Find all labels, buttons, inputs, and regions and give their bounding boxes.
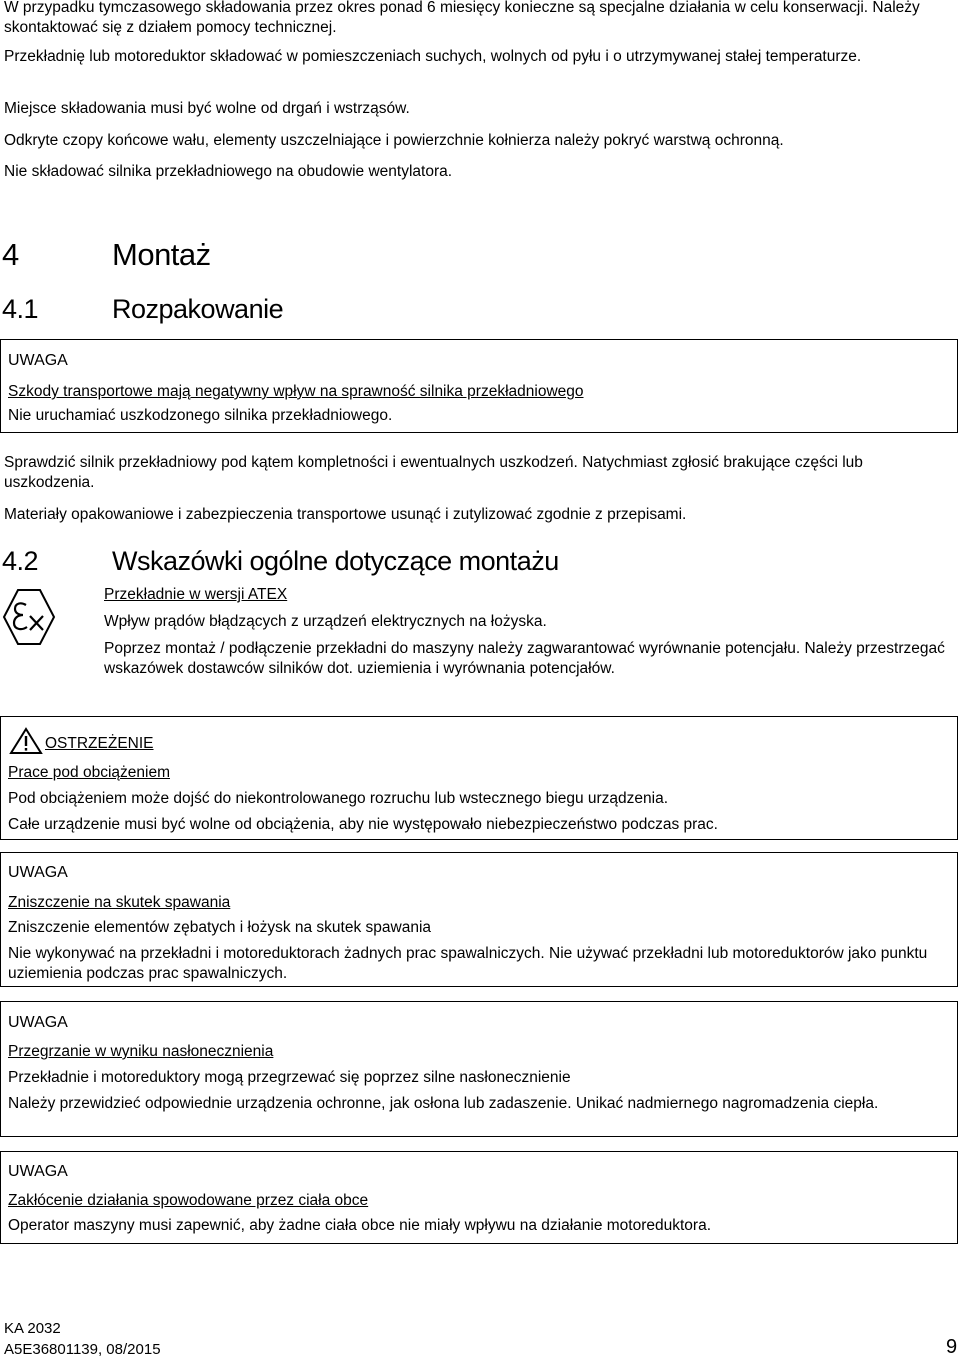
warning-box: [0, 716, 958, 840]
intro-paragraph: Miejsce składowania musi być wolne od drgań i wstrząsów.: [4, 100, 410, 117]
section-title: Rozpakowanie: [112, 294, 284, 324]
notice-box: [0, 1001, 958, 1137]
warning-text: Pod obciążeniem może dojść do niekontrolowanego rozruchu lub wstecznego biegu urządzenia.: [8, 790, 669, 807]
footer-doc-id: A5E36801139, 08/2015: [4, 1341, 161, 1358]
warning-label: OSTRZEŻENIE: [45, 735, 154, 752]
notice-box: [0, 852, 958, 987]
warning-triangle-icon: [9, 727, 43, 755]
intro-paragraph: Odkryte czopy końcowe wału, elementy uszczelniające i powierzchnie kołnierza należy pokryć warstwą ochronną.: [4, 132, 784, 149]
notice-label: UWAGA: [8, 352, 68, 369]
body-paragraph: Materiały opakowaniowe i zabezpieczenia transportowe usunąć i zutylizować zgodnie z przepisami.: [4, 506, 687, 523]
atex-heading: Przekładnie w wersji ATEX: [104, 586, 288, 603]
intro-paragraph: Nie składować silnika przekładniowego na obudowie wentylatora.: [4, 163, 453, 180]
notice-label: UWAGA: [8, 1163, 68, 1180]
warning-text: Całe urządzenie musi być wolne od obciążenia, aby nie występowało niebezpieczeństwo podczas prac.: [8, 816, 718, 833]
notice-label: UWAGA: [8, 864, 68, 881]
notice-text: Operator maszyny musi zapewnić, aby żadne ciała obce nie miały wpływu na działanie motoreduktora.: [8, 1217, 712, 1234]
footer-doc-code: KA 2032: [4, 1320, 61, 1337]
section-number: 4.1: [2, 294, 39, 324]
notice-text: Zniszczenie elementów zębatych i łożysk na skutek spawania: [8, 919, 432, 936]
notice-box: [0, 1151, 958, 1244]
intro-paragraph: W przypadku tymczasowego składowania przez okres ponad 6 miesięcy konieczne są specjalne działania w celu konserwacji. Należy skontaktować się z działem pomocy technicznej.: [4, 0, 920, 36]
intro-paragraph: Przekładnię lub motoreduktor składować w pomieszczeniach suchych, wolnych od pyłu i o utrzymywanej stałej temperaturze.: [4, 48, 862, 65]
chapter-title: Montaż: [112, 237, 211, 272]
section-number: 4.2: [2, 546, 39, 576]
chapter-number: 4: [2, 237, 19, 272]
page-number: 9: [946, 1336, 958, 1358]
notice-heading: Szkody transportowe mają negatywny wpływ na sprawność silnika przekładniowego: [8, 383, 584, 400]
notice-box: [0, 339, 958, 433]
atex-paragraph: Wpływ prądów błądzących z urządzeń elektrycznych na łożyska.: [104, 613, 547, 630]
notice-heading: Zniszczenie na skutek spawania: [8, 894, 231, 911]
section-title: Wskazówki ogólne dotyczące montażu: [112, 546, 559, 576]
notice-label: UWAGA: [8, 1014, 68, 1031]
notice-text: Nie wykonywać na przekładni i motoreduktorach żadnych prac spawalniczych. Nie używać przekładni lub motoreduktorów jako punktu uziemienia podczas prac spawalniczych.: [8, 945, 928, 982]
notice-text: Nie uruchamiać uszkodzonego silnika przekładniowego.: [8, 407, 393, 424]
body-paragraph: Sprawdzić silnik przekładniowy pod kątem kompletności i ewentualnych uszkodzeń. Natychmiast zgłosić brakujące części lub uszkodzenia.: [4, 454, 863, 491]
notice-text: Przekładnie i motoreduktory mogą przegrzewać się poprzez silne nasłonecznienie: [8, 1069, 571, 1086]
notice-heading: Zakłócenie działania spowodowane przez ciała obce: [8, 1192, 369, 1209]
atex-ex-icon: [2, 588, 56, 646]
notice-text: Należy przewidzieć odpowiednie urządzenia ochronne, jak osłona lub zadaszenie. Unikać nadmiernego nagromadzenia ciepła.: [8, 1095, 879, 1112]
notice-heading: Przegrzanie w wyniku nasłonecznienia: [8, 1043, 274, 1060]
atex-paragraph: Poprzez montaż / podłączenie przekładni do maszyny należy zagwarantować wyrównanie potencjału. Należy przestrzegać wskazówek dostawców silników dot. uziemienia i wyrównania potencjałów.: [104, 640, 945, 677]
warning-heading: Prace pod obciążeniem: [8, 764, 170, 781]
